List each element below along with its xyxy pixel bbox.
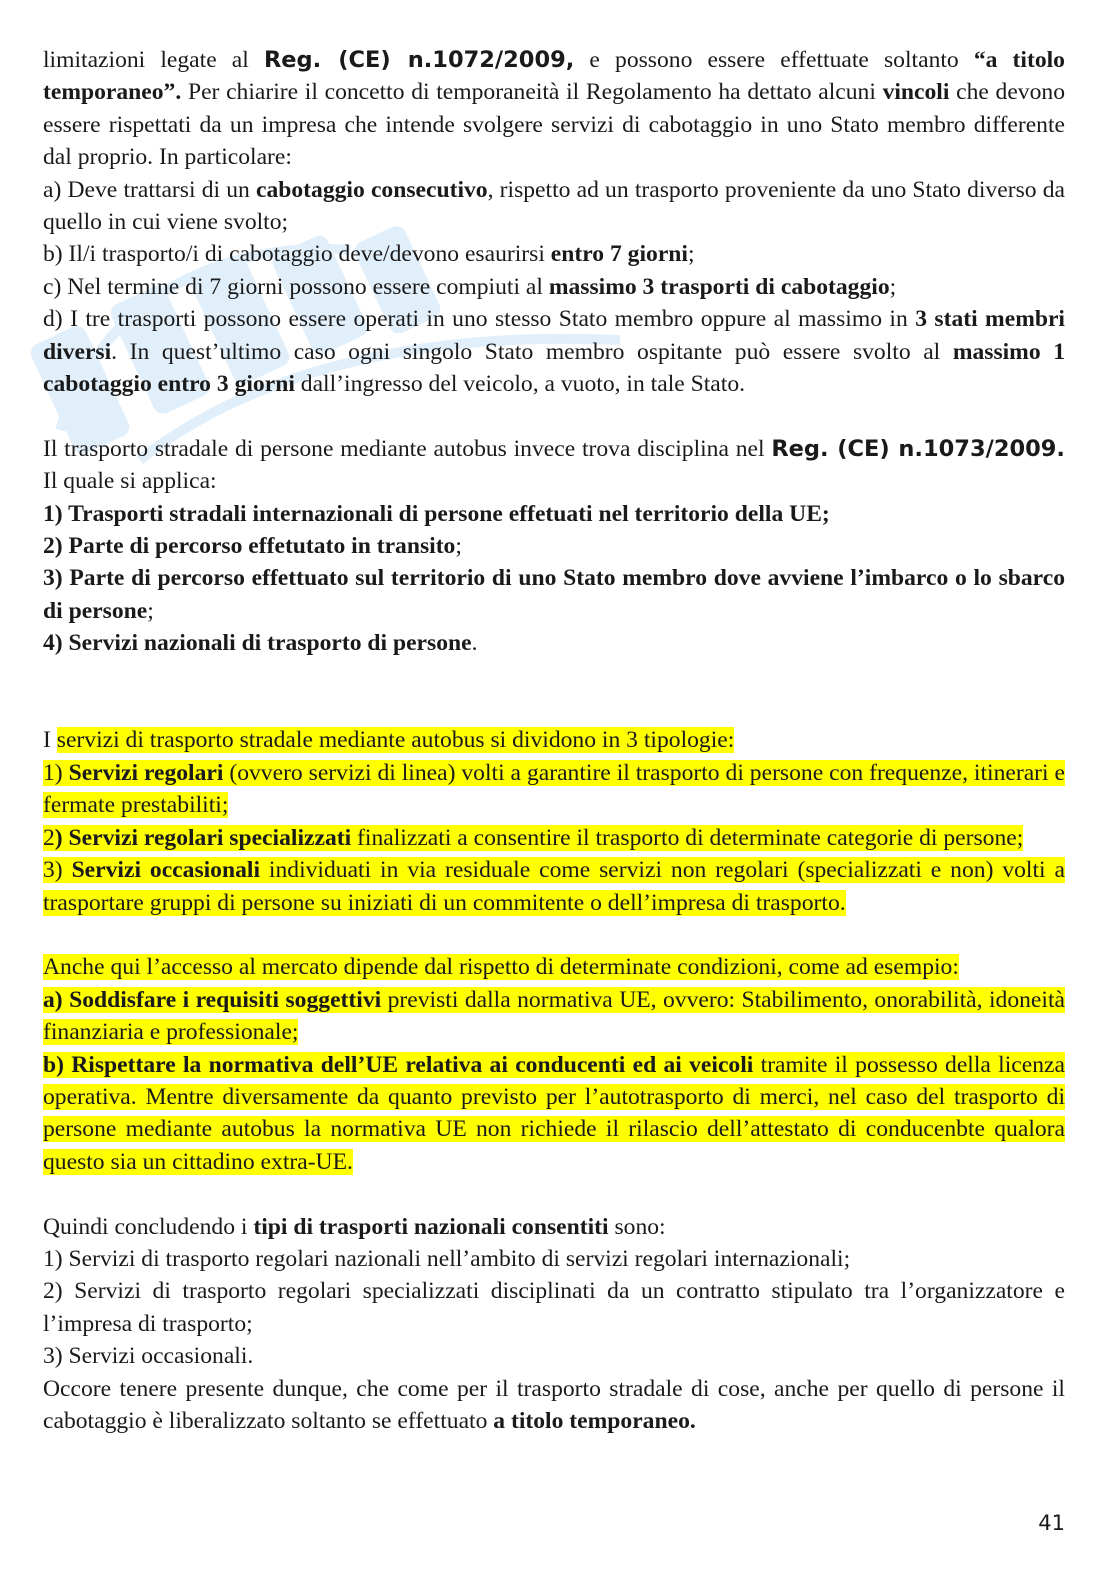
text-run: sono:: [608, 1213, 666, 1240]
text-run: 2) Servizi di trasporto regolari specializzati disciplinati da un contratto stipulato tra l’organizzatore e l’impresa di trasporto;: [43, 1278, 1065, 1337]
paragraph: [43, 174, 1065, 239]
text-run: Quindi concludendo i: [43, 1213, 254, 1240]
bold-text: 2) Parte di percorso effetutato in transito: [43, 533, 456, 560]
bold-text: massimo 3 trasporti di cabotaggio: [548, 273, 890, 300]
bold-text: entro 7 giorni: [550, 241, 688, 268]
text-run: 3) Servizi occasionali.: [43, 1343, 254, 1370]
paragraph: [43, 1275, 1065, 1340]
bold-text: 1) Trasporti stradali internazionali di persone effetuati nel territorio della UE;: [43, 500, 830, 527]
highlighted-text: 1): [43, 759, 69, 786]
document-body: [43, 44, 1065, 1437]
paragraph: [43, 1243, 1065, 1275]
text-run: Per chiarire il concetto di temporaneità il Regolamento ha dettato alcuni: [181, 79, 883, 106]
text-run: e possono essere effettuate soltanto: [574, 47, 974, 73]
bold-text: tipi di trasporti nazionali consentiti: [253, 1213, 609, 1240]
paragraph: [43, 44, 1065, 174]
paragraph: [43, 271, 1065, 303]
bold-text: “a titolo temporaneo”.: [43, 47, 1065, 106]
paragraph: [43, 627, 1065, 659]
highlighted-text: (ovvero servizi di linea) volti a garantire il trasporto di persone con frequenze, itinerari e fermate prestabiliti;: [43, 759, 1065, 819]
bold-text: vincoli: [882, 79, 950, 106]
blank-line: [43, 692, 1065, 724]
paragraph: [43, 433, 1065, 498]
paragraph: [43, 1340, 1065, 1372]
bold-text: a titolo temporaneo.: [493, 1407, 696, 1434]
paragraph: [43, 530, 1065, 562]
highlighted-text: individuati in via residuale come servizi non regolari (specializzati e non) volti a trasportare gruppi di persone su iniziati di un commitente o dell’impresa di trasporto.: [43, 857, 1065, 916]
paragraph: [43, 951, 1065, 983]
bold-text: 3) Parte di percorso effettuato sul territorio di uno Stato membro dove avviene l’imbarco o lo sbarco di persone: [43, 565, 1065, 624]
highlighted-text: 3): [43, 857, 72, 884]
paragraph: [43, 562, 1065, 627]
text-run: Il trasporto stradale di persone mediante autobus invece trova disciplina nel: [43, 435, 772, 462]
highlighted-text: tramite il possesso della licenza operativa. Mentre diversamente da quanto previsto per l’autotrasporto di merci, nel caso del trasporto di persone mediante autobus la normativa UE non richiede il rilascio dell’attestato di conducenbte qualora questo sia un cittadino extra-UE.: [43, 1051, 1065, 1175]
text-run: b) Il/i trasporto/i di cabotaggio deve/devono esaurirsi: [43, 241, 551, 268]
page-number: 41: [1038, 1511, 1065, 1535]
text-run: .: [471, 630, 478, 657]
paragraph: [43, 303, 1065, 400]
text-run: che devono essere rispettati da un impresa che intende svolgere servizi di cabotaggio in uno Stato membro differente dal proprio. In particolare:: [43, 79, 1065, 171]
bold-text: 3 stati membri diversi: [43, 306, 1065, 365]
text-run: d) I tre trasporti possono essere operati in uno stesso Stato membro oppure al massimo in: [43, 306, 916, 333]
text-run: I: [43, 727, 57, 754]
text-run: ;: [687, 241, 695, 268]
bold-text: 4) Servizi nazionali di trasporto di persone: [43, 630, 472, 657]
highlighted-text: a) Soddisfare i requisiti soggettivi: [43, 986, 382, 1013]
paragraph: [43, 498, 1065, 530]
highlighted-text: Servizi occasionali: [71, 857, 261, 884]
paragraph: [43, 984, 1065, 1049]
paragraph: [43, 724, 1065, 756]
text-run: ;: [455, 533, 462, 560]
text-run: a) Deve trattarsi di un: [43, 176, 256, 203]
highlighted-text: servizi di trasporto stradale mediante autobus si dividono in 3 tipologie:: [56, 727, 735, 754]
text-run: c) Nel termine di 7 giorni possono essere compiuti al: [43, 273, 549, 300]
text-run: dall’ingresso del veicolo, a vuoto, in tale Stato.: [294, 371, 746, 398]
text-run: limitazioni legate al: [43, 47, 264, 73]
paragraph: [43, 757, 1065, 822]
paragraph: [43, 854, 1065, 919]
highlighted-text: Servizi regolari: [68, 759, 224, 786]
text-run: ;: [889, 273, 897, 300]
paragraph: [43, 1049, 1065, 1179]
blank-line: [43, 400, 1065, 432]
highlighted-text: Anche qui l’accesso al mercato dipende dal rispetto di determinate condizioni, come ad esempio:: [43, 954, 959, 981]
text-run: Reg. (CE) n.1072/2009,: [263, 47, 575, 73]
paragraph: [43, 1373, 1065, 1438]
paragraph: [43, 1211, 1065, 1243]
blank-line: [43, 1178, 1065, 1210]
text-run: Occore tenere presente dunque, che come per il trasporto stradale di cose, anche per quello di persone il cabotaggio è liberalizzato soltanto se effettuato: [43, 1375, 1065, 1434]
highlighted-text: ) Servizi regolari specializzati: [54, 824, 352, 851]
text-run: . In quest’ultimo caso ogni singolo Stato membro ospitante può essere svolto al: [111, 338, 953, 365]
text-run: Reg. (CE) n.1073/2009.: [771, 435, 1065, 462]
highlighted-text: finalizzati a consentire il trasporto di determinate categorie di persone;: [351, 824, 1024, 851]
bold-text: massimo 1 cabotaggio entro 3 giorni: [43, 338, 1066, 398]
text-run: Il quale si applica:: [43, 468, 217, 495]
bold-text: cabotaggio consecutivo: [255, 176, 488, 203]
paragraph: [43, 238, 1065, 270]
paragraph: [43, 822, 1065, 854]
highlighted-text: b) Rispettare la normativa dell’UE relativa ai conducenti ed ai veicoli: [43, 1051, 754, 1078]
blank-line: [43, 660, 1065, 692]
highlighted-text: previsti dalla normativa UE, ovvero: Stabilimento, onorabilità, idoneità finanziaria e professionale;: [43, 986, 1065, 1046]
text-run: 1) Servizi di trasporto regolari nazionali nell’ambito di servizi regolari internazionali;: [43, 1245, 851, 1272]
text-run: ;: [147, 597, 154, 624]
blank-line: [43, 919, 1065, 951]
highlighted-text: 2: [43, 824, 55, 851]
text-run: , rispetto ad un trasporto proveniente da uno Stato diverso da quello in cui viene svolto;: [43, 176, 1065, 236]
